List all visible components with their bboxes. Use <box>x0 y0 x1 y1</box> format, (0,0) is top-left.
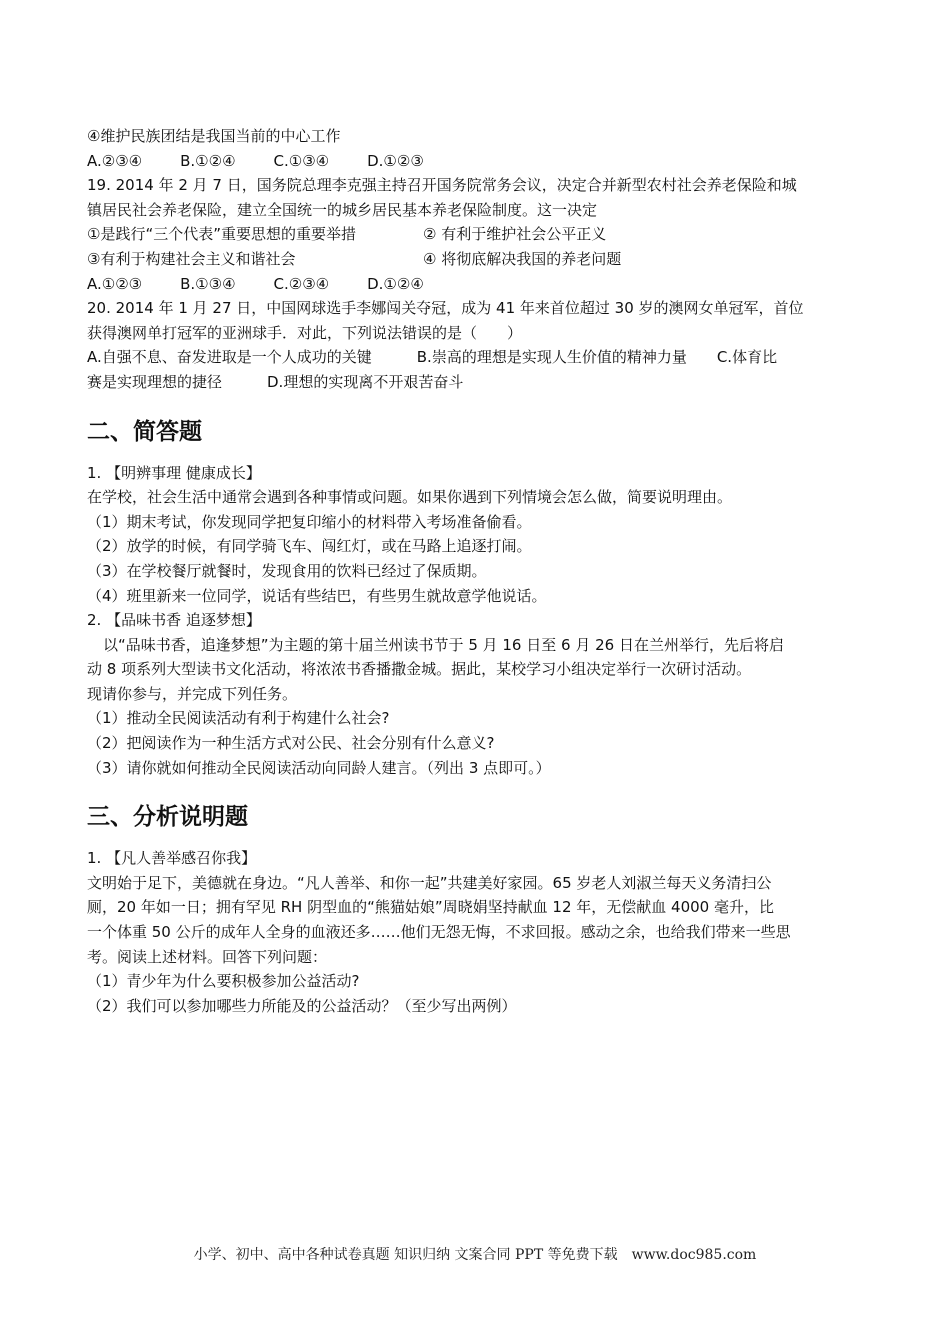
q19-option-d: D.①②④ <box>367 274 424 293</box>
q19-option-a: A.①②③ <box>87 274 143 293</box>
q19-option-c: C.②③④ <box>273 274 330 293</box>
s3-q1-text-line-2: 厕，20 年如一日；拥有罕见 RH 阴型血的“熊猫姑娘”周晓娟坚持献血 12 年，无偿献血 4000 毫升，比 <box>87 898 774 917</box>
s2-q1-item: （2）放学的时候，有同学骑飞车、闯红灯，或在马路上追逐打闹。 <box>87 537 532 556</box>
s2-q2-heading: 2. 【品味书香 追逐梦想】 <box>87 611 261 630</box>
q19-statement-2: ② 有利于维护社会公平正义 <box>423 225 607 244</box>
s2-q2-item: （2）把阅读作为一种生活方式对公民、社会分别有什么意义? <box>87 734 495 753</box>
s3-q1-text-line-3: 一个体重 50 公斤的成年人全身的血液还多……他们无怨无悔，不求回报。感动之余，也给我们带来一些思 <box>87 923 791 942</box>
q19-option-b: B.①③④ <box>180 274 236 293</box>
s3-q1-heading: 1. 【凡人善举感召你我】 <box>87 849 257 868</box>
q19-statement-4: ④ 将彻底解决我国的养老问题 <box>423 249 622 268</box>
q20-options-line-2: 赛是实现理想的捷径 D.理想的实现离不开艰苦奋斗 <box>87 372 464 391</box>
s3-q1-text-line-1: 文明始于足下，美德就在身边。“凡人善举、和你一起”共建美好家园。65 岁老人刘淑兰每天义务清扫公 <box>87 873 772 892</box>
q18-option-d: D.①②③ <box>367 151 424 170</box>
q18-option-a: A.②③④ <box>87 151 143 170</box>
q19-options <box>87 272 867 297</box>
section-3-title: 三、分析说明题 <box>87 804 248 831</box>
q20-stem-line-2: 获得澳网单打冠军的亚洲球手．对此，下列说法错误的是（ ） <box>87 323 523 342</box>
s2-q2-item: （1）推动全民阅读活动有利于构建什么社会? <box>87 709 390 728</box>
q18-statement-4: ④维护民族团结是我国当前的中心工作 <box>87 127 341 145</box>
s2-q2-intro-line-3: 现请你参与，并完成下列任务。 <box>87 684 298 703</box>
page-footer: 小学、初中、高中各种试卷真题 知识归纳 文案合同 PPT 等免费下载 www.doc985.com <box>193 1247 757 1263</box>
q19-statements-row-1 <box>87 222 867 247</box>
s2-q1-intro: 在学校，社会生活中通常会遇到各种事情或问题。如果你遇到下列情境会怎么做，简要说明理由。 <box>87 488 733 507</box>
q19-statement-1: ①是践行“三个代表”重要思想的重要举措 <box>87 225 356 244</box>
q20-stem-line-1: 20. 2014 年 1 月 27 日，中国网球选手李娜闯关夺冠，成为 41 年来首位超过 30 岁的澳网女单冠军，首位 <box>87 299 804 318</box>
q19-stem-line-1: 19. 2014 年 2 月 7 日，国务院总理李克强主持召开国务院常务会议，决定合并新型农村社会养老保险和城 <box>87 176 797 195</box>
q19-statement-3: ③有利于构建社会主义和谐社会 <box>87 249 296 268</box>
s2-q2-intro-line-1: 以“品味书香，追逢梦想”为主题的第十届兰州读书节于 5 月 16 日至 6 月 26 日在兰州举行，先后将启 <box>103 635 784 654</box>
document-body <box>87 124 867 1018</box>
s2-q1-item: （4）班里新来一位同学，说话有些结巴，有些男生就故意学他说话。 <box>87 586 547 605</box>
q18-option-c: C.①③④ <box>273 151 330 170</box>
q19-stem-line-2: 镇居民社会养老保险，建立全国统一的城乡居民基本养老保险制度。这一决定 <box>87 200 598 219</box>
q19-statements-row-2 <box>87 247 867 272</box>
s3-q1-item: （1）青少年为什么要积极参加公益活动? <box>87 972 360 991</box>
s3-q1-text-line-4: 考。阅读上述材料。回答下列问题： <box>87 947 328 966</box>
q18-options <box>87 149 867 174</box>
s3-q1-item: （2）我们可以参加哪些力所能及的公益活动？（至少写出两例） <box>87 996 517 1015</box>
s2-q2-intro-line-2: 动 8 项系列大型读书文化活动，将浓浓书香播撒金城。据此，某校学习小组决定举行一次研讨活动。 <box>87 660 752 679</box>
q18-option-b: B.①②④ <box>180 151 236 170</box>
s2-q2-item: （3）请你就如何推动全民阅读活动向同龄人建言。（列出 3 点即可。） <box>87 758 551 777</box>
section-2-title: 二、简答题 <box>87 418 202 445</box>
s2-q1-item: （3）在学校餐厅就餐时，发现食用的饮料已经过了保质期。 <box>87 561 487 580</box>
s2-q1-heading: 1. 【明辨事理 健康成长】 <box>87 463 261 482</box>
q20-options-line-1: A.自强不息、奋发进取是一个人成功的关键 B.崇高的理想是实现人生价值的精神力量 C.体育比 <box>87 348 778 367</box>
s2-q1-item: （1）期末考试，你发现同学把复印缩小的材料带入考场准备偷看。 <box>87 512 532 531</box>
